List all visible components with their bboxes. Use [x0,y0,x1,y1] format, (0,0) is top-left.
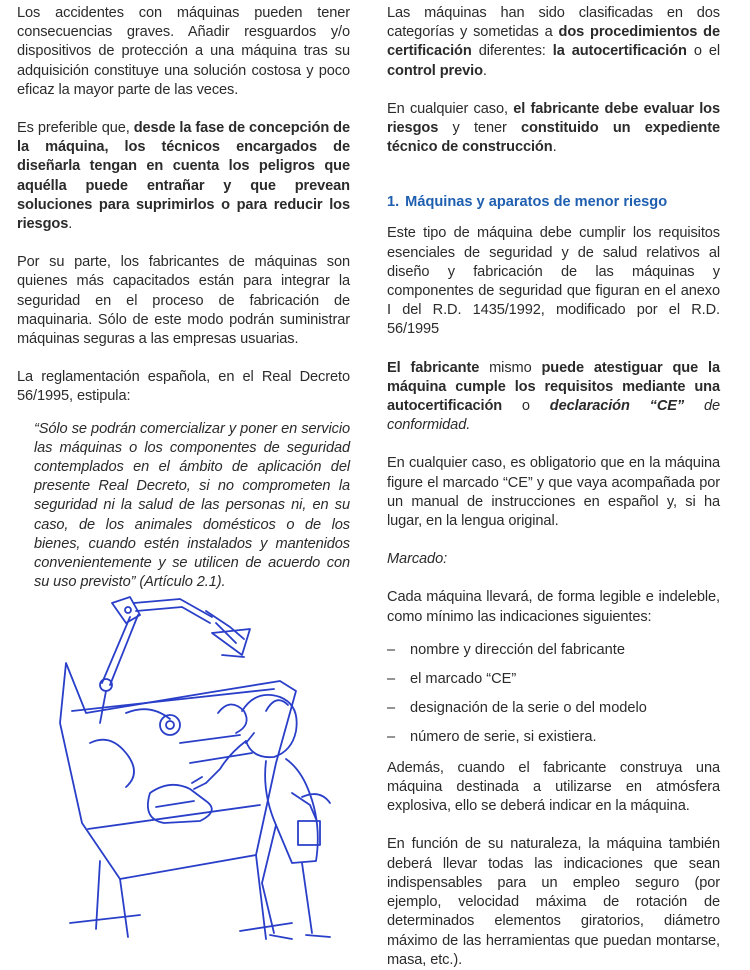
manufacturers-paragraph: Por su parte, los fabricantes de máquinas son quienes más capacitados están para integrar la seguridad en el proceso de fabricación de maquinaria. Sólo de este modo podrán suministrar máquinas seguras a las empresas usuarias. [17,254,350,348]
list-item: – número de serie, si existiera. [387,728,597,745]
list-item: – nombre y dirección del fabricante [387,641,625,658]
dash-bullet: – [387,641,396,658]
decree-quote [34,420,350,593]
intro-paragraph: Los accidentes con máquinas pueden tener consecuencias graves. Añadir resguardos y/o dispositivos de protección a una máquina tras su adquisición constituye una solución costosa y poco eficaz la mayor parte de las veces. [17,5,350,98]
list-item: – designación de la serie o del modelo [387,699,647,716]
marking-requirements-paragraph: Cada máquina llevará, de forma legible e indeleble, como mínimo las indicaciones siguientes: [387,589,720,625]
dash-bullet: – [387,728,396,745]
dash-bullet: – [387,670,396,687]
ce-marking-paragraph: En cualquier caso, es obligatorio que en la máquina figure el marcado “CE” y que vaya acompañada por un manual de instrucciones en español y, si ha lugar, en la lengua original. [387,455,720,530]
left-column [17,4,350,592]
section-heading [387,193,720,212]
list-item: – el marcado “CE” [387,670,517,687]
classification-paragraph: Las máquinas han sido clasificadas en dos categorías y sometidas a dos procedimientos de certificación diferentes: la autocertificación o el control previo. [387,5,720,79]
section-title: Máquinas y aparatos de menor riesgo [405,194,668,211]
evaluation-paragraph: En cualquier caso, el fabricante debe evaluar los riesgos y tener constituido un expediente técnico de construcción. [387,100,721,156]
dash-bullet: – [387,699,396,716]
design-paragraph: Es preferible que, desde la fase de concepción de la máquina, los técnicos encargados de diseñarla tengan en cuenta los peligros que aquélla puede entrañar y que prevean soluciones para suprimirlos o para reducir los riesgos. [17,120,350,233]
marking-label: Marcado: [387,551,448,568]
self-certification-paragraph: El fabricante mismo puede atestiguar que la máquina cumple los requisitos mediante una autocertificación o declaración “CE” de conformidad. [387,359,720,434]
section-number: 1. [387,194,400,211]
requirements-paragraph: Este tipo de máquina debe cumplir los requisitos esenciales de seguridad y de salud relativos al diseño y fabricación de las máquinas y componentes de seguridad que figuran en el anexo I del R.D. 1435/1992, modificado por el R.D. 56/1995 [387,225,720,338]
safe-use-paragraph: En función de su naturaleza, la máquina también deberá llevar todas las indicaciones que sean indispensables para un empleo seguro (por ejemplo, velocidad máxima de rotación de determinados elementos giratorios, diámetro máximo de las herramientas que puedan montarse, masa, etc.). [387,836,720,968]
quote-text: “Sólo se podrán comercializar y poner en servicio las máquinas o los componentes de seguridad contemplados en el ámbito de aplicación del presente Real Decreto, si no comprometen la seguridad ni la salud de las personas ni, en su caso, de los animales domésticos o de los bienes, cuando estén instalados y mantenidos convenientemente y se utilicen de acuerdo con su uso previsto” (Artículo 2.1). [34,420,350,591]
explosive-atmosphere-paragraph: Además, cuando el fabricante construya una máquina destinada a utilizarse en atmósfera explosiva, ello se deberá indicar en la máquina. [387,759,720,815]
regulation-paragraph: La reglamentación española, en el Real Decreto 56/1995, estipula: [17,369,350,405]
drafting-table-illustration [30,593,350,945]
marking-list [387,641,720,747]
right-column [387,4,720,970]
